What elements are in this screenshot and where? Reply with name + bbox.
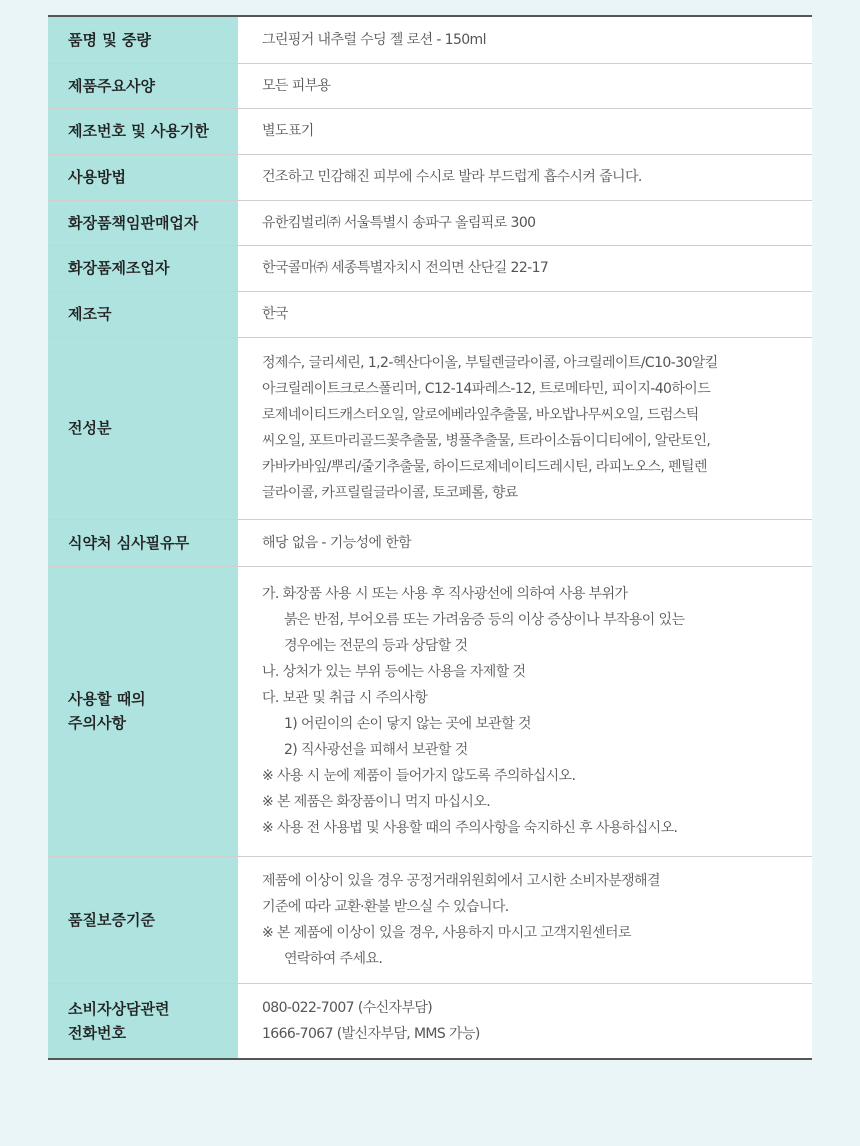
row-value-line: 가. 화장품 사용 시 또는 사용 후 직사광선에 의하여 사용 부위가 [262, 586, 628, 602]
row-label-text: 제품주요사양 [68, 76, 155, 95]
row-label-text: 사용방법 [68, 168, 126, 186]
row-label [48, 983, 238, 1059]
row-mfds-review [48, 519, 812, 566]
row-value-line: 한국콜마㈜ 세종특별자치시 전의면 산단길 22-17 [262, 260, 549, 276]
row-label-text: 화장품제조업자 [68, 259, 170, 277]
row-country [48, 291, 812, 337]
row-label [48, 16, 238, 63]
row-value-line: ※ 사용 시 눈에 제품이 들어가지 않도록 주의하십시오. [262, 768, 576, 784]
row-label-text: 품명 및 중량 [68, 30, 151, 49]
row-lot-expiry [48, 108, 812, 154]
row-value-line: 건조하고 민감해진 피부에 수시로 발라 부드럽게 흡수시켜 줍니다. [262, 169, 642, 185]
row-value [238, 337, 812, 519]
row-label-text: 화장품책임판매업자 [68, 213, 199, 232]
row-value [238, 291, 812, 337]
product-info-table-body [48, 16, 812, 1059]
row-value-line: 카바카바잎/뿌리/줄기추출물, 하이드로제네이티드레시틴, 라피노오스, 펜틸렌 [262, 459, 707, 475]
row-value-line: 씨오일, 포트마리골드꽃추출물, 병풀추출물, 트라이소듐이디티에이, 알란토인, [262, 433, 711, 449]
row-value [238, 108, 812, 154]
row-label-text: 사용할 때의 [68, 690, 146, 708]
row-precautions [48, 566, 812, 856]
row-ingredients [48, 337, 812, 519]
row-label-text: 제조번호 및 사용기한 [68, 122, 209, 140]
row-value [238, 245, 812, 291]
row-label-text: 주의사항 [68, 714, 126, 732]
row-value-line: 2) 직사광선을 피해서 보관할 것 [284, 742, 468, 758]
row-label-text: 제조국 [68, 305, 112, 323]
row-label-text: 품질보증기준 [68, 910, 155, 929]
row-value-line: 별도표기 [262, 123, 314, 139]
row-label [48, 337, 238, 519]
row-label [48, 291, 238, 337]
row-product-spec [48, 63, 812, 108]
row-value-line: 해당 없음 - 기능성에 한함 [262, 534, 412, 551]
row-label [48, 63, 238, 108]
row-quality-standard [48, 856, 812, 983]
row-usage [48, 154, 812, 200]
row-label [48, 154, 238, 200]
row-value-line: 정제수, 글리세린, 1,2-헥산다이올, 부틸렌글라이콜, 아크릴레이트/C10-30알킬 [262, 355, 718, 371]
row-label [48, 108, 238, 154]
row-value [238, 856, 812, 983]
row-customer-contact [48, 983, 812, 1059]
row-value-line: ※ 사용 전 사용법 및 사용할 때의 주의사항을 숙지하신 후 사용하십시오. [262, 820, 678, 836]
row-value-line: ※ 본 제품은 화장품이니 먹지 마십시오. [262, 794, 491, 810]
row-value-line: 로제네이티드캐스터오일, 알로에베라잎추출물, 바오밥나무씨오일, 드럼스틱 [262, 407, 699, 423]
row-value-line: 글라이콜, 카프릴릴글라이콜, 토코페롤, 향료 [262, 485, 518, 501]
row-value-line: 제품에 이상이 있을 경우 공정거래위원회에서 고시한 소비자분쟁해결 [262, 872, 660, 889]
row-label [48, 566, 238, 856]
row-label [48, 856, 238, 983]
row-label [48, 245, 238, 291]
row-value-line: 붉은 반점, 부어오름 또는 가려움증 등의 이상 증상이나 부작용이 있는 [284, 612, 685, 628]
row-value [238, 16, 812, 63]
row-value-line: 모든 피부용 [262, 77, 331, 94]
product-info-table [48, 15, 812, 1060]
row-value [238, 200, 812, 245]
row-responsible-seller [48, 200, 812, 245]
row-manufacturer [48, 245, 812, 291]
row-label [48, 200, 238, 245]
row-value-line: 1) 어린이의 손이 닿지 않는 곳에 보관할 것 [284, 716, 531, 732]
row-label-text: 소비자상담관련 [68, 999, 170, 1018]
row-product-name [48, 16, 812, 63]
row-value [238, 154, 812, 200]
row-value-line: 080-022-7007 (수신자부담) [262, 999, 433, 1016]
row-value [238, 983, 812, 1059]
row-value-line: 한국 [262, 306, 288, 322]
row-label-text: 식약처 심사필유무 [68, 533, 190, 552]
row-value-line: 기준에 따라 교환·환불 받으실 수 있습니다. [262, 898, 509, 915]
row-label-text: 전성분 [68, 419, 112, 437]
row-label [48, 519, 238, 566]
row-value-line: 아크릴레이트크로스폴리머, C12-14파레스-12, 트로메타민, 피이지-40하이드 [262, 381, 711, 397]
row-value-line: 유한킴벌리㈜ 서울특별시 송파구 올림픽로 300 [262, 214, 536, 231]
row-label-text: 전화번호 [68, 1023, 126, 1042]
row-value-line: 1666-7067 (발신자부담, MMS 가능) [262, 1025, 480, 1042]
row-value-line: 그린핑거 내추럴 수딩 젤 로션 - 150ml [262, 31, 486, 48]
row-value [238, 566, 812, 856]
row-value-line: 경우에는 전문의 등과 상담할 것 [284, 638, 468, 654]
row-value-line: ※ 본 제품에 이상이 있을 경우, 사용하지 마시고 고객지원센터로 [262, 924, 631, 941]
row-value [238, 519, 812, 566]
row-value-line: 연락하여 주세요. [284, 950, 383, 967]
row-value [238, 63, 812, 108]
row-value-line: 나. 상처가 있는 부위 등에는 사용을 자제할 것 [262, 664, 526, 680]
row-value-line: 다. 보관 및 취급 시 주의사항 [262, 690, 428, 706]
